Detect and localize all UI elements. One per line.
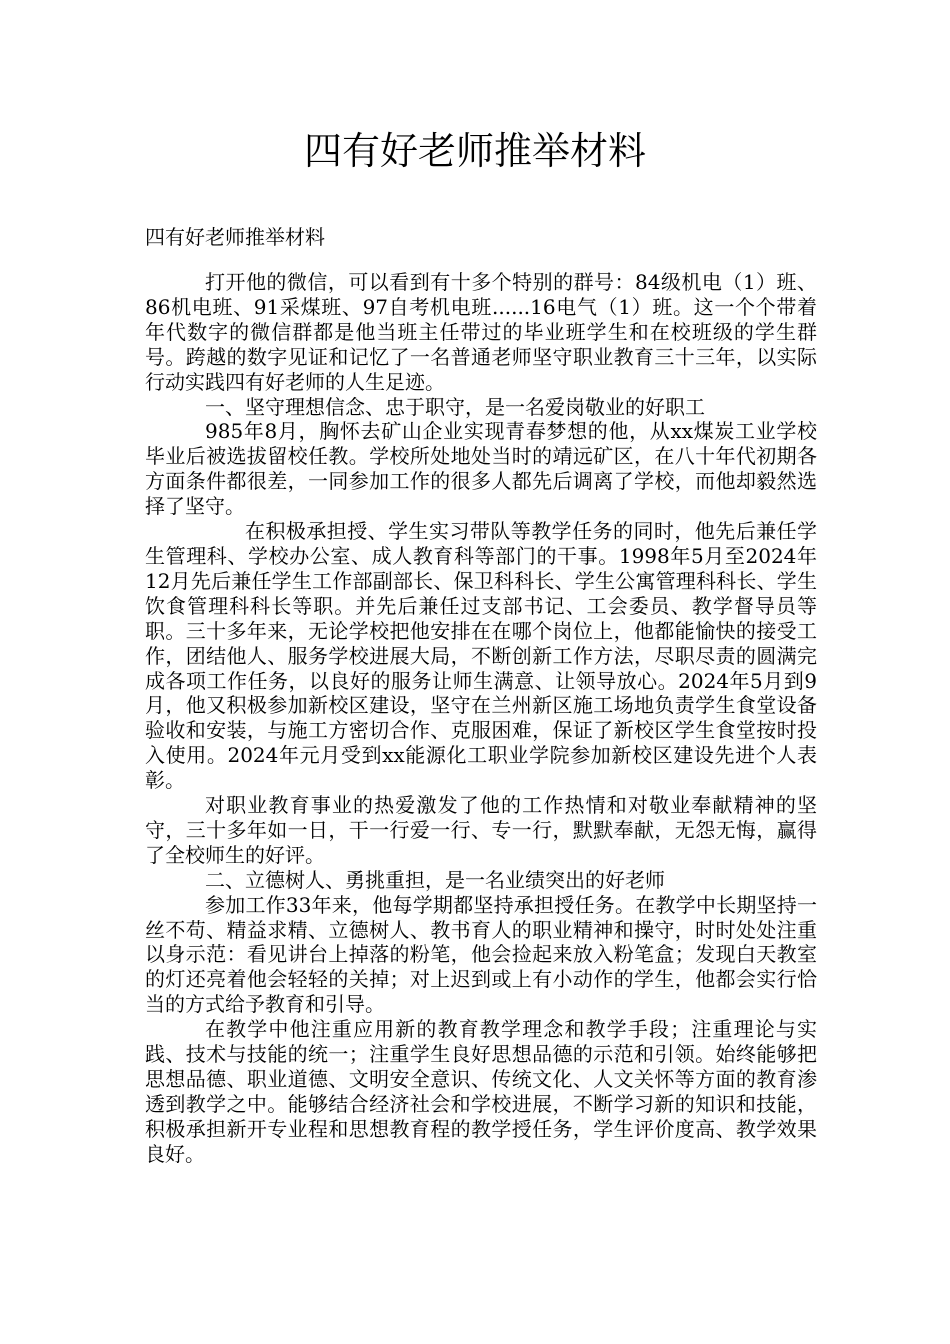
paragraph-intro: 打开他的微信，可以看到有十多个特别的群号：84级机电（1）班、86机电班、91采煤班、97自考机电班......16电气（1）班。这一个个带着年代数字的微信群都是他当班主任带过的毕业班学生和在校班级的学生群号。跨越的数字见证和记忆了一名普通老师坚守职业教育三十三年，以实际行动实践四有好老师的人生足迹。 [145, 270, 817, 394]
paragraph-2: 在积极承担授、学生实习带队等教学任务的同时，他先后兼任学生管理科、学校办公室、成人教育科等部门的干事。1998年5月至2024年12月先后兼任学生工作部副部长、保卫科科长、学生公寓管理科科长、学生饮食管理科科长等职。并先后兼任过支部书记、工会委员、教学督导员等职。三十多年来，无论学校把他安排在在哪个岗位上，他都能愉快的接受工作，团结他人、服务学校进展大局，不断创新工作方法，尽职尽责的圆满完成各项工作任务，以良好的服务让师生满意、让领导放心。2024年5月到9月，他又积极参加新校区建设，坚守在兰州新区施工场地负责学生食堂设备验收和安装，与施工方密切合作、克服困难，保证了新校区学生食堂按时投入使用。2024年元月受到xx能源化工职业学院参加新校区建设先进个人表彰。 [145, 519, 817, 793]
paragraph-5: 在教学中他注重应用新的教育教学理念和教学手段；注重理论与实践、技术与技能的统一；注重学生良好思想品德的示范和引领。始终能够把思想品德、职业道德、文明安全意识、传统文化、人文关怀等方面的教育渗透到教学之中。能够结合经济社会和学校进展，不断学习新的知识和技能，积极承担新开专业程和思想教育程的教学授任务，学生评价度高、教学效果良好。 [145, 1017, 817, 1166]
section-heading-1: 一、坚守理想信念、忠于职守，是一名爱岗敬业的好职工 [205, 394, 705, 419]
section-heading-2: 二、立德树人、勇挑重担，是一名业绩突出的好老师 [205, 867, 665, 892]
paragraph-1: 985年8月，胸怀去矿山企业实现青春梦想的他，从xx煤炭工业学校毕业后被选拔留校任教。学校所处地处当时的靖远矿区，在八十年代初期各方面条件都很差，一同参加工作的很多人都先后调离了学校，而他却毅然选择了坚守。 [145, 419, 817, 519]
document-title: 四有好老师推举材料 [303, 129, 646, 173]
paragraph-3: 对职业教育事业的热爱激发了他的工作热情和对敬业奉献精神的坚守，三十多年如一日，干一行爱一行、专一行，默默奉献，无怨无悔，赢得了全校师生的好评。 [145, 793, 817, 867]
document-body [145, 270, 817, 1167]
paragraph-4: 参加工作33年来，他每学期都坚持承担授任务。在教学中长期坚持一丝不苟、精益求精、立德树人、教书育人的职业精神和操守，时时处处注重以身示范：看见讲台上掉落的粉笔，他会捡起来放入粉笔盒；发现白天教室的灯还亮着他会轻轻的关掉；对上迟到或上有小动作的学生，他都会实行恰当的方式给予教育和引导。 [145, 892, 817, 1017]
document-subtitle: 四有好老师推举材料 [145, 225, 325, 249]
